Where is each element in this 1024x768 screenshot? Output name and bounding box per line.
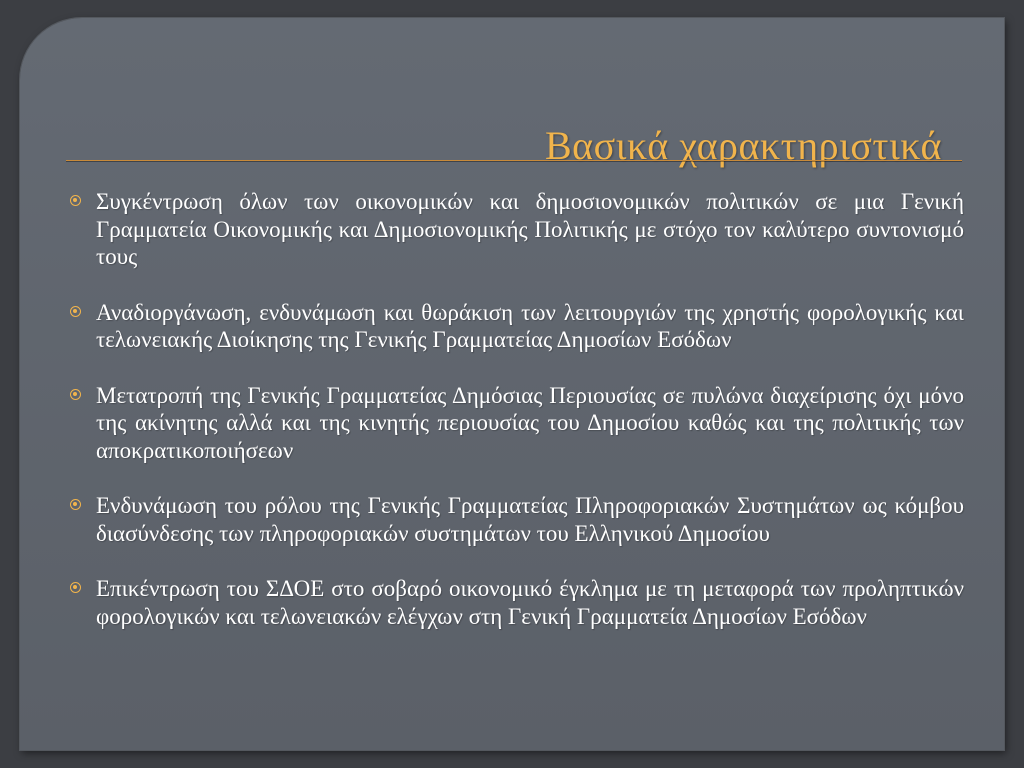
slide-title: Βασικά χαρακτηριστικά bbox=[544, 123, 942, 168]
bullet-text: Συγκέντρωση όλων των οικονομικών και δημοσιονομικών πολιτικών σε μια Γενική Γραμματεία Οικονομικής και Δημοσιονομικής Πολιτικής με στόχο τον καλύτερο συντονισμό τους bbox=[96, 189, 964, 269]
circle-dot-icon bbox=[70, 582, 81, 593]
circle-dot-icon bbox=[70, 306, 81, 317]
bullet-text: Μετατροπή της Γενικής Γραμματείας Δημόσιας Περιουσίας σε πυλώνα διαχείρισης όχι μόνο της ακίνητης αλλά και της κινητής περιουσίας του Δημοσίου καθώς και της πολιτικής των αποκρατικοποιήσεων bbox=[96, 382, 964, 463]
bullet-item bbox=[68, 382, 964, 465]
circle-dot-icon bbox=[70, 389, 81, 400]
title-divider bbox=[66, 160, 962, 161]
circle-dot-icon bbox=[70, 195, 81, 206]
bullet-item bbox=[68, 299, 964, 354]
slide bbox=[20, 18, 1004, 750]
bullet-text: Ενδυνάμωση του ρόλου της Γενικής Γραμματείας Πληροφοριακών Συστημάτων ως κόμβου διασύνδεσης των πληροφοριακών συστημάτων του Ελληνικού Δημοσίου bbox=[96, 493, 964, 546]
bullet-item bbox=[68, 492, 964, 547]
bullet-text: Επικέντρωση του ΣΔΟΕ στο σοβαρό οικονομικό έγκλημα με τη μεταφορά των προληπτικών φορολογικών και τελωνειακών ελέγχων στη Γενική Γραμματεία Δημοσίων Εσόδων bbox=[96, 576, 964, 629]
circle-dot-icon bbox=[70, 499, 81, 510]
bullet-item bbox=[68, 188, 964, 271]
bullet-text: Αναδιοργάνωση, ενδυνάμωση και θωράκιση των λειτουργιών της χρηστής φορολογικής και τελωνειακής Διοίκησης της Γενικής Γραμματείας Δημοσίων Εσόδων bbox=[96, 299, 964, 352]
bullet-item bbox=[68, 575, 964, 630]
bullet-list bbox=[68, 188, 964, 658]
